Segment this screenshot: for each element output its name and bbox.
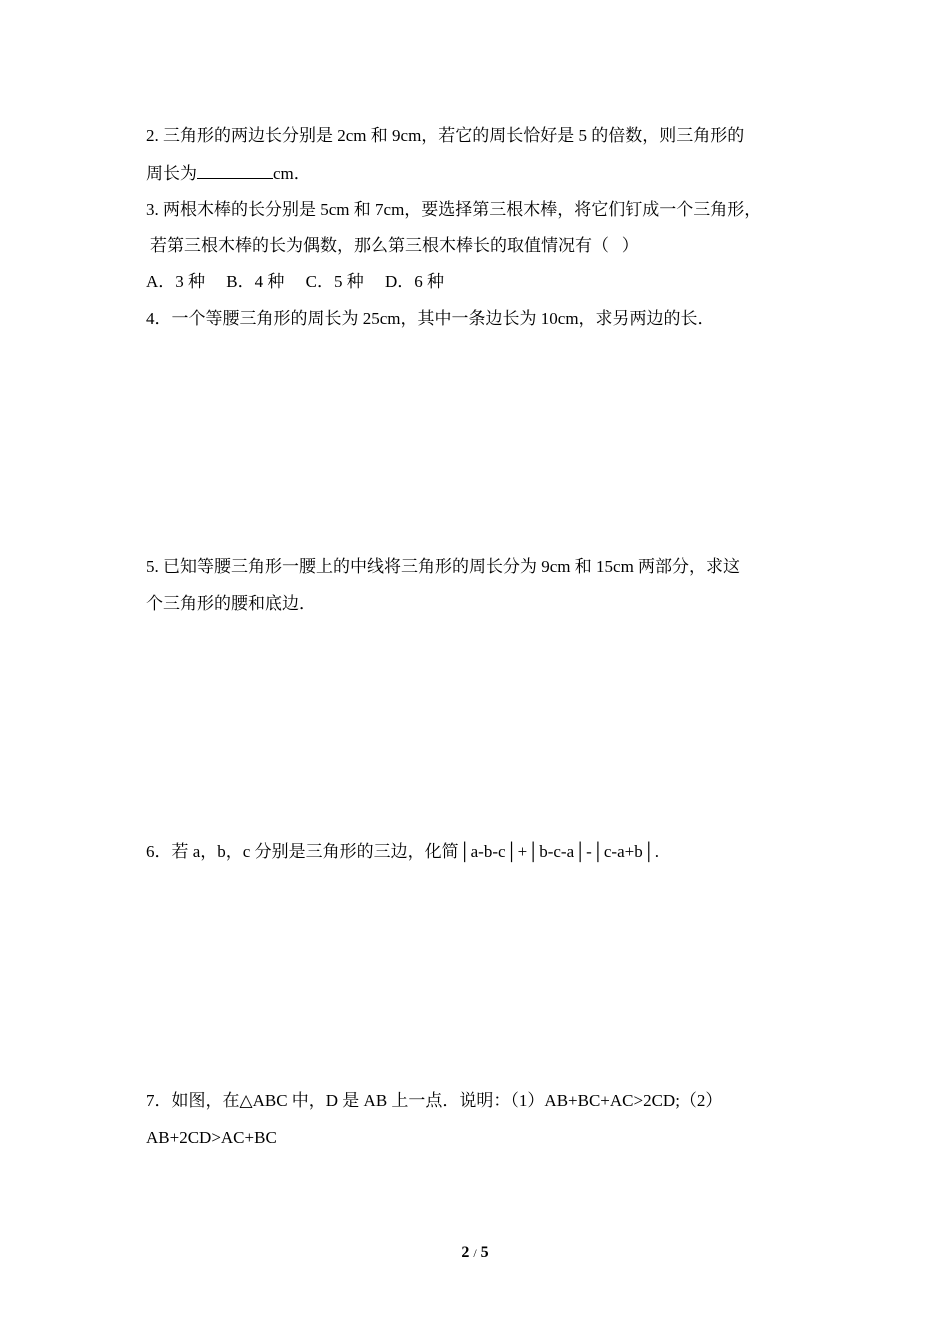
question-6-line-1: 6．若 a，b，c 分别是三角形的三边，化简│a-b-c│+│b-c-a│-│c-a+b│. — [146, 842, 660, 861]
question-7-line-2: AB+2CD>AC+BC — [146, 1128, 277, 1147]
question-3-line-2: 若第三根木棒的长为偶数，那么第三根木棒长的取值情况有（ ） — [150, 236, 639, 255]
question-2-line-2 — [146, 162, 311, 186]
question-2-line-1: 2. 三角形的两边长分别是 2cm 和 9cm，若它的周长恰好是 5 的倍数，则三角形的 — [146, 126, 745, 145]
current-page-number: 2 — [461, 1244, 470, 1261]
question-4-line-1: 4．一个等腰三角形的周长为 25cm，其中一条边长为 10cm，求另两边的长． — [146, 309, 715, 328]
total-pages-number: 5 — [480, 1244, 489, 1261]
question-3-options: A．3 种 B．4 种 C．5 种 D．6 种 — [146, 272, 444, 291]
question-7-line-1: 7．如图，在△ABC 中，D 是 AB 上一点．说明：（1）AB+BC+AC>2CD;（2） — [146, 1091, 723, 1110]
question-5-line-2: 个三角形的腰和底边． — [146, 594, 316, 613]
question-2-suffix: cm． — [273, 164, 311, 183]
page-number — [0, 1242, 950, 1264]
question-3-line-1: 3. 两根木棒的长分别是 5cm 和 7cm，要选择第三根木棒，将它们钉成一个三角形， — [146, 200, 762, 219]
page-separator: / — [473, 1246, 477, 1260]
question-5-line-1: 5. 已知等腰三角形一腰上的中线将三角形的周长分为 9cm 和 15cm 两部分，求这 — [146, 557, 741, 576]
question-2-prefix: 周长为 — [146, 164, 197, 183]
answer-blank — [197, 162, 273, 179]
